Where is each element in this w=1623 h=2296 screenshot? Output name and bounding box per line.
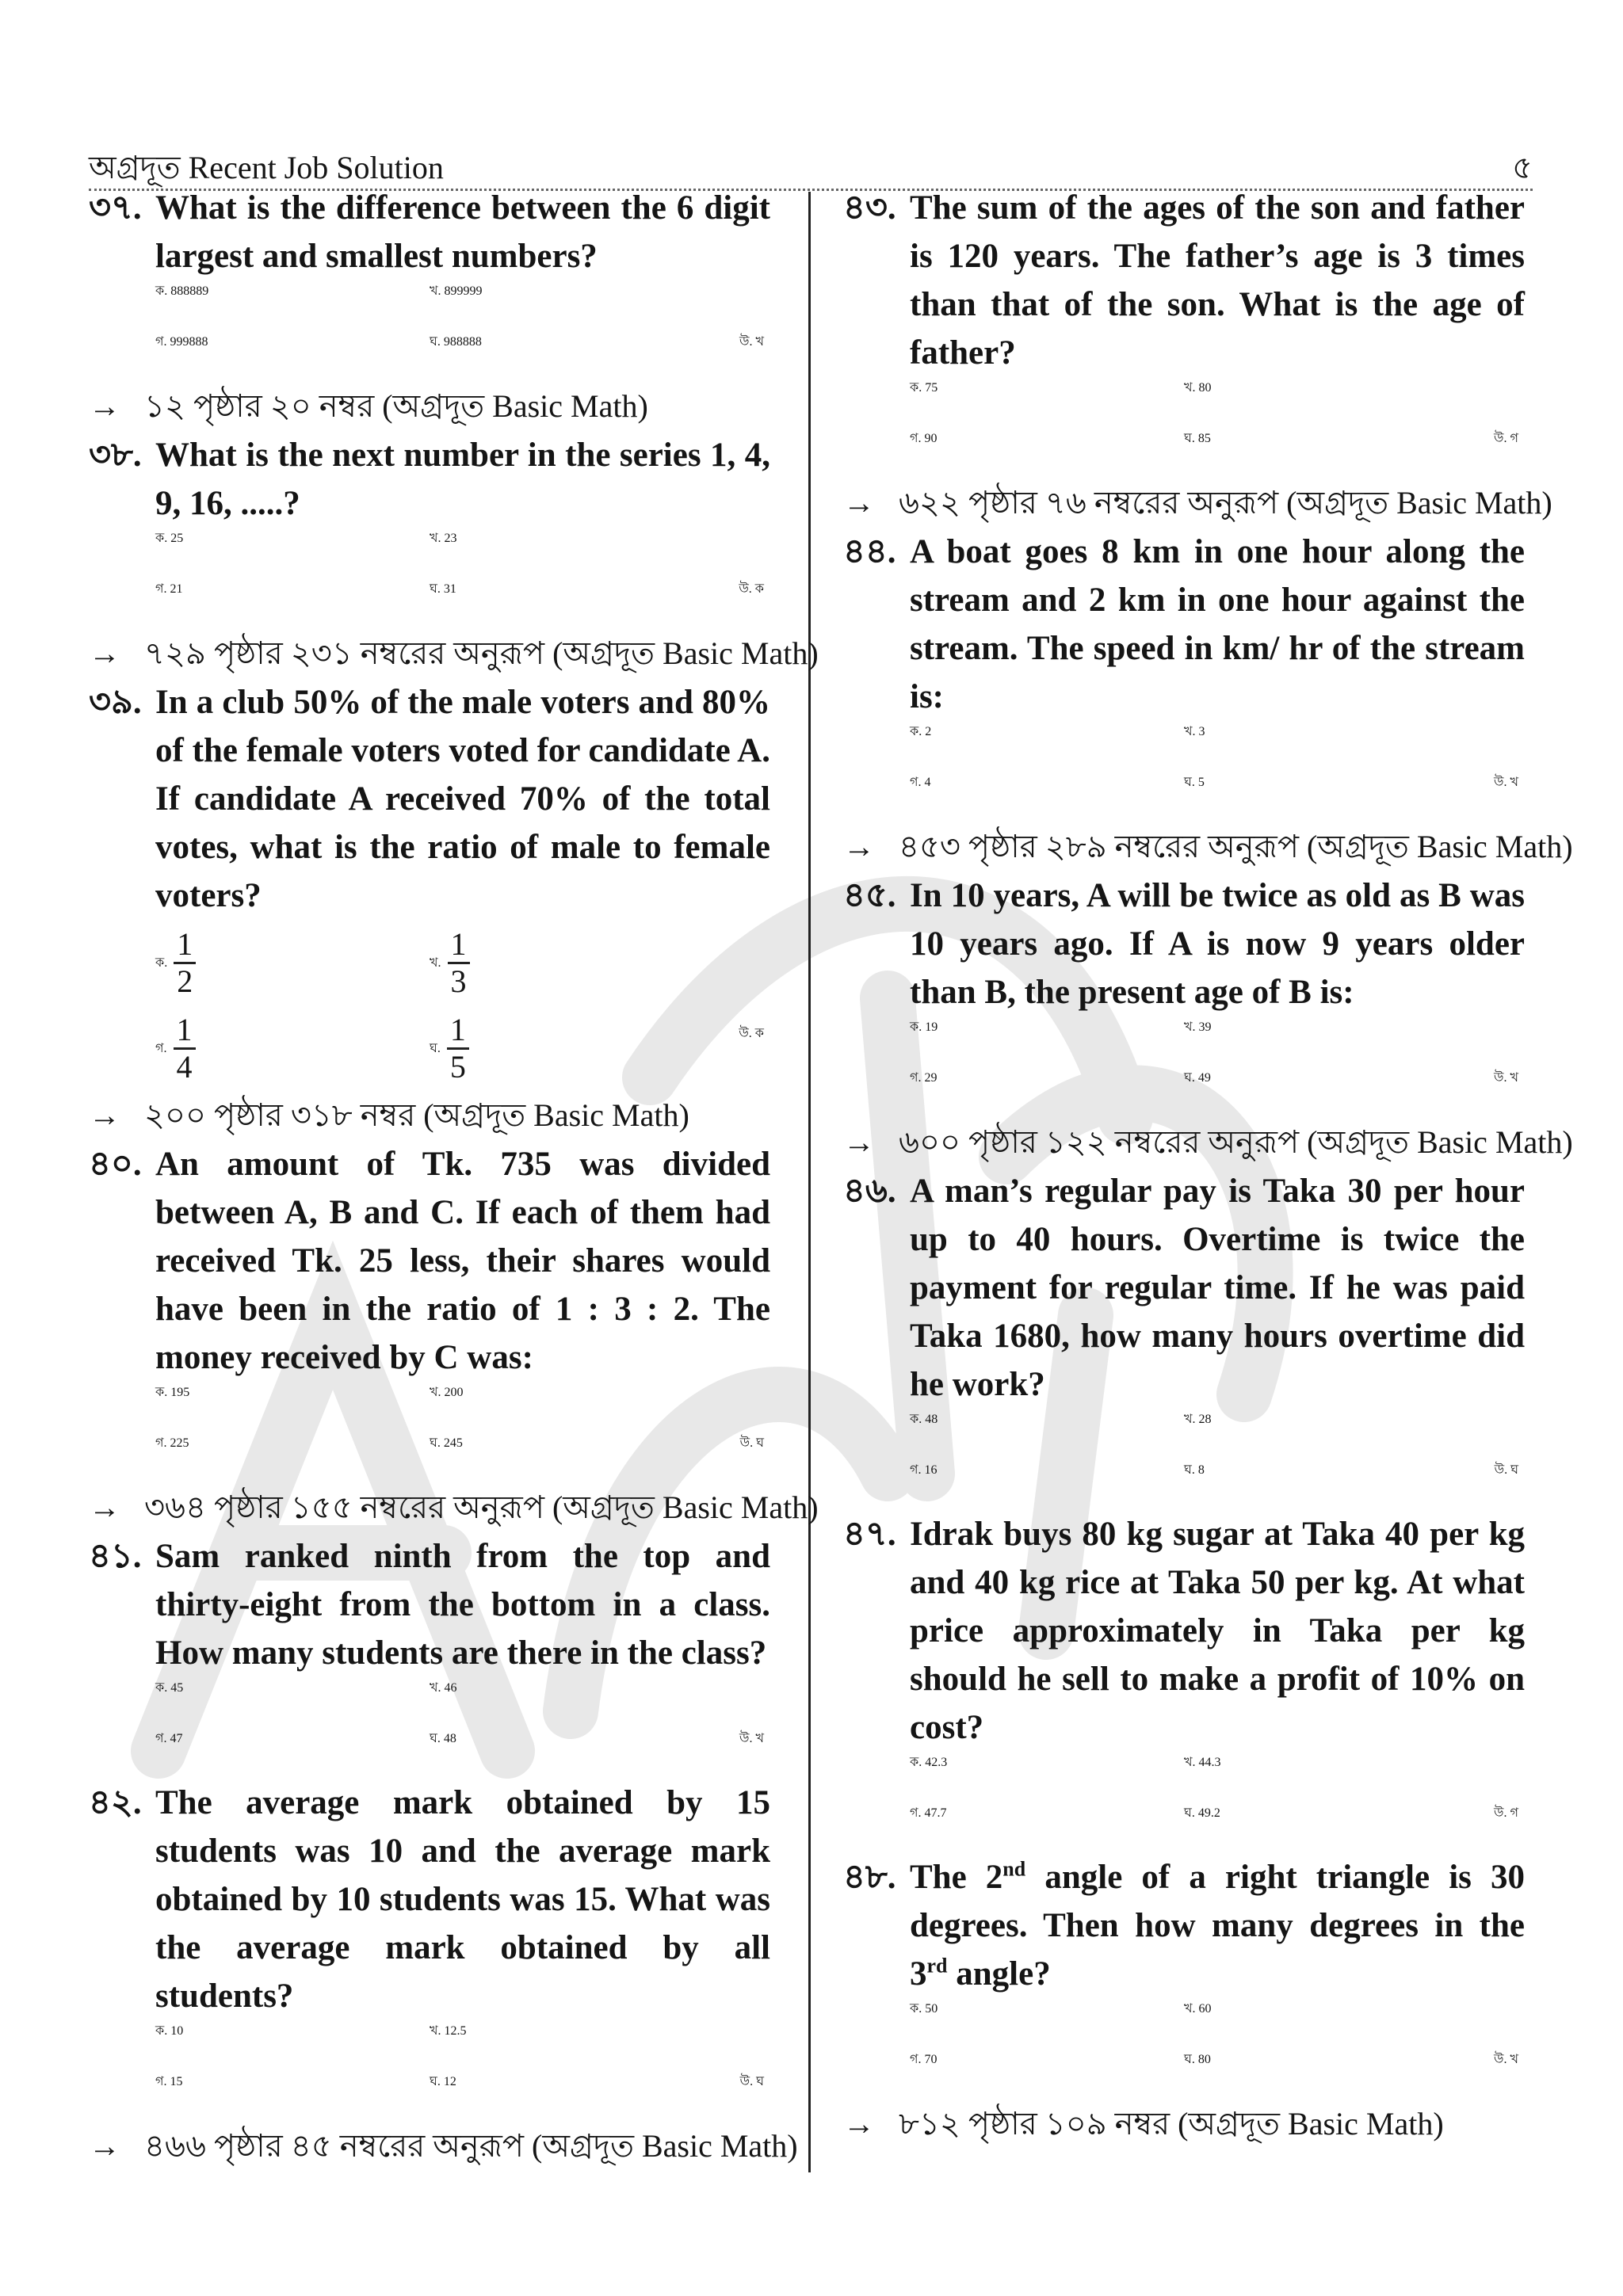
options-row bbox=[843, 1016, 1525, 1067]
question-line bbox=[843, 184, 1525, 377]
option bbox=[430, 920, 470, 1005]
fraction-numerator: 1 bbox=[174, 1013, 196, 1050]
reference-text: ৪৫৩ পৃষ্ঠার ২৮৯ নম্বরের অনুরূপ (অগ্রদূত Basic Math) bbox=[899, 829, 1573, 864]
book-reference bbox=[89, 629, 819, 678]
book-reference bbox=[89, 2122, 798, 2171]
book-reference bbox=[843, 1118, 1573, 1167]
option: ক. 195 bbox=[155, 1386, 190, 1399]
arrow-icon: → bbox=[89, 2128, 120, 2164]
options-row bbox=[843, 1998, 1525, 2049]
question-line bbox=[843, 1853, 1525, 1998]
question-line bbox=[843, 528, 1525, 721]
question-text: Sam ranked ninth from the top and thirty-eight from the bottom in a class. How many students are there in the class? bbox=[155, 1538, 770, 1672]
question-text: What is the next number in the series 1, 4, 9, 16, .....? bbox=[155, 437, 770, 522]
question-block bbox=[89, 678, 770, 1140]
arrow-icon: → bbox=[843, 2106, 875, 2142]
question-text: Idrak buys 80 kg sugar at Taka 40 per kg and 40 kg rice at Taka 50 per kg. At what price approximately in Taka per kg should he sell to make a profit of 10% on cost? bbox=[910, 1516, 1525, 1746]
option: ঘ. 245 bbox=[430, 1436, 463, 1450]
question-text: What is the difference between the 6 digit largest and smallest numbers? bbox=[155, 189, 770, 275]
option: ক. 45 bbox=[155, 1681, 184, 1695]
option: খ. 60 bbox=[1184, 2002, 1212, 2016]
options-row bbox=[89, 280, 770, 331]
option: ক. 2 bbox=[910, 725, 932, 738]
option: খ. 46 bbox=[430, 1681, 457, 1695]
option: ক. 10 bbox=[155, 2024, 184, 2038]
option: ঘ. 988888 bbox=[430, 335, 482, 349]
question-block bbox=[843, 1167, 1525, 1510]
question-block bbox=[89, 1532, 770, 1779]
question-text: The average mark obtained by 15 students was 10 and the average mark obtained by 10 students was 15. What was the average mark obtained by all students? bbox=[155, 1784, 770, 2015]
option: গ. 47.7 bbox=[910, 1806, 947, 1820]
answer: উ. খ bbox=[1494, 2053, 1518, 2066]
fraction-numerator: 1 bbox=[447, 1013, 469, 1050]
question-number: ৪২. bbox=[89, 1784, 142, 1821]
left-column bbox=[89, 184, 819, 2171]
arrow-icon: → bbox=[89, 388, 120, 424]
option: খ. 3 bbox=[1184, 725, 1205, 738]
option bbox=[155, 920, 196, 1005]
question-line bbox=[89, 1779, 770, 2020]
options-row bbox=[843, 2049, 1525, 2100]
question-block bbox=[843, 871, 1573, 1167]
question-line bbox=[843, 1167, 1525, 1409]
options-row bbox=[843, 1459, 1525, 1510]
question-number: ৩৭. bbox=[89, 189, 142, 227]
options-row bbox=[89, 1728, 770, 1779]
column-divider bbox=[808, 192, 811, 2172]
book-reference bbox=[89, 1091, 770, 1140]
option: ঘ. 80 bbox=[1184, 2053, 1211, 2066]
options-row bbox=[843, 377, 1525, 428]
reference-text: ২০০ পৃষ্ঠার ৩১৮ নম্বর (অগ্রদূত Basic Math) bbox=[144, 1097, 689, 1133]
option: খ. 23 bbox=[430, 532, 457, 545]
option: ক. 50 bbox=[910, 2002, 938, 2016]
answer: উ. খ bbox=[739, 335, 764, 349]
question-number: ৪৪. bbox=[843, 533, 896, 570]
option: ক. 19 bbox=[910, 1020, 938, 1034]
question-number: ৪৬. bbox=[843, 1173, 896, 1210]
question-text: A man’s regular pay is Taka 30 per hour up to 40 hours. Overtime is twice the payment for regular time. If he was paid Taka 1680, how many hours overtime did he work? bbox=[910, 1173, 1525, 1403]
question-line bbox=[89, 1140, 770, 1382]
arrow-icon: → bbox=[89, 1489, 120, 1525]
question-text: A boat goes 8 km in one hour along the stream and 2 km in one hour against the stream. The speed in km/ hr of the stream is: bbox=[910, 533, 1525, 715]
fraction-numerator: 1 bbox=[174, 927, 196, 964]
option: গ. 4 bbox=[910, 776, 931, 789]
option bbox=[430, 1005, 469, 1091]
options-row bbox=[89, 2071, 770, 2122]
question-block bbox=[89, 184, 770, 431]
option: খ. 200 bbox=[430, 1386, 464, 1399]
page-number: ৫ bbox=[1512, 150, 1533, 185]
fraction-denominator: 5 bbox=[449, 1048, 466, 1085]
options-row bbox=[89, 528, 770, 578]
option-label: ঘ. bbox=[430, 1041, 441, 1055]
option: ক. 25 bbox=[155, 532, 184, 545]
option: খ. 28 bbox=[1184, 1413, 1212, 1426]
option: গ. 29 bbox=[910, 1071, 938, 1085]
arrow-icon: → bbox=[89, 1097, 120, 1133]
question-block bbox=[89, 1779, 798, 2171]
question-text: An amount of Tk. 735 was divided between A, B and C. If each of them had received Tk. 25 less, their shares would have been in the ratio of 1 : 3 : 2. The money received by C was: bbox=[155, 1146, 770, 1376]
question-number: ৪৭. bbox=[843, 1516, 896, 1553]
answer: উ. ঘ bbox=[739, 2075, 764, 2088]
options-row bbox=[843, 428, 1525, 479]
option: ঘ. 85 bbox=[1184, 432, 1211, 445]
ordinal-suffix: rd bbox=[926, 1954, 948, 1978]
question-block bbox=[843, 528, 1573, 871]
fraction-denominator: 3 bbox=[450, 963, 467, 999]
answer: উ. খ bbox=[739, 1732, 764, 1745]
reference-text: ৬২২ পৃষ্ঠার ৭৬ নম্বরের অনুরূপ (অগ্রদূত Basic Math) bbox=[899, 485, 1552, 521]
answer: উ. গ bbox=[1494, 1806, 1518, 1820]
question-text: In 10 years, A will be twice as old as B was 10 years ago. If A is now 9 years older than B, the present age of B is: bbox=[910, 877, 1525, 1011]
option: গ. 90 bbox=[910, 432, 938, 445]
book-reference bbox=[843, 2100, 1525, 2149]
options-row bbox=[843, 1067, 1525, 1118]
option: খ. 80 bbox=[1184, 381, 1212, 395]
question-line bbox=[89, 1532, 770, 1677]
question-text: The 2nd angle of a right triangle is 30 degrees. Then how many degrees in the 3rd angle? bbox=[910, 1857, 1525, 1993]
question-number: ৪০. bbox=[89, 1146, 142, 1183]
fraction bbox=[174, 927, 196, 999]
option: খ. 44.3 bbox=[1184, 1756, 1221, 1769]
fraction-denominator: 4 bbox=[176, 1048, 193, 1085]
question-block bbox=[843, 1510, 1525, 1853]
right-column bbox=[843, 184, 1573, 2149]
answer: উ. গ bbox=[1494, 432, 1518, 445]
question-line bbox=[843, 871, 1525, 1016]
option: গ. 70 bbox=[910, 2053, 938, 2066]
options-row bbox=[843, 1802, 1525, 1853]
question-text: The sum of the ages of the son and father is 120 years. The father’s age is 3 times than that of the son. What is the age of father? bbox=[910, 189, 1525, 372]
option-label: গ. bbox=[155, 1041, 167, 1055]
options-row bbox=[843, 1409, 1525, 1459]
option: গ. 21 bbox=[155, 582, 183, 596]
option: ক. 75 bbox=[910, 381, 938, 395]
options-row bbox=[89, 1382, 770, 1432]
answer: উ. খ bbox=[1494, 776, 1518, 789]
question-block bbox=[843, 184, 1552, 528]
options-row bbox=[89, 1432, 770, 1483]
options-row bbox=[89, 331, 770, 382]
option-label: খ. bbox=[430, 955, 441, 970]
options-row bbox=[89, 1005, 770, 1091]
reference-text: ১২ পৃষ্ঠার ২০ নম্বর (অগ্রদূত Basic Math) bbox=[144, 388, 648, 424]
option: ঘ. 49.2 bbox=[1184, 1806, 1220, 1820]
question-number: ৩৮. bbox=[89, 437, 142, 474]
option: গ. 16 bbox=[910, 1463, 938, 1477]
option: গ. 47 bbox=[155, 1732, 183, 1745]
option: গ. 999888 bbox=[155, 335, 208, 349]
header-title: অগ্রদূত Recent Job Solution bbox=[89, 150, 444, 185]
book-reference bbox=[843, 479, 1552, 528]
book-reference bbox=[89, 382, 770, 431]
question-number: ৪৩. bbox=[843, 189, 896, 227]
answer: উ. ক bbox=[739, 582, 764, 596]
option: ঘ. 49 bbox=[1184, 1071, 1211, 1085]
book-reference bbox=[89, 1483, 819, 1532]
fraction-denominator: 2 bbox=[177, 963, 193, 999]
option bbox=[155, 1005, 196, 1091]
reference-text: ৮১২ পৃষ্ঠার ১০৯ নম্বর (অগ্রদূত Basic Math) bbox=[899, 2106, 1444, 2142]
options-row bbox=[843, 1752, 1525, 1802]
arrow-icon: → bbox=[843, 1124, 875, 1160]
question-block bbox=[89, 431, 819, 678]
question-block bbox=[89, 1140, 819, 1532]
fraction bbox=[174, 1013, 196, 1085]
options-row bbox=[89, 2020, 770, 2071]
options-row bbox=[843, 772, 1525, 822]
arrow-icon: → bbox=[843, 829, 875, 864]
question-number: ৪১. bbox=[89, 1538, 142, 1575]
option: ঘ. 31 bbox=[430, 582, 456, 596]
question-number: ৪৫. bbox=[843, 877, 896, 914]
reference-text: ৬০০ পৃষ্ঠার ১২২ নম্বরের অনুরূপ (অগ্রদূত Basic Math) bbox=[899, 1124, 1573, 1160]
option: ক. 888889 bbox=[155, 284, 209, 298]
question-line bbox=[843, 1510, 1525, 1752]
options-row bbox=[89, 578, 770, 629]
option: ঘ. 12 bbox=[430, 2075, 456, 2088]
option-label: ক. bbox=[155, 955, 168, 970]
question-number: ৩৯. bbox=[89, 684, 142, 721]
answer: উ. খ bbox=[1494, 1071, 1518, 1085]
option: ক. 48 bbox=[910, 1413, 938, 1426]
reference-text: ৭২৯ পৃষ্ঠার ২৩১ নম্বরের অনুরূপ (অগ্রদূত Basic Math) bbox=[144, 635, 819, 671]
option: গ. 225 bbox=[155, 1436, 189, 1450]
reference-text: ৪৬৬ পৃষ্ঠার ৪৫ নম্বরের অনুরূপ (অগ্রদূত Basic Math) bbox=[144, 2128, 798, 2164]
arrow-icon: → bbox=[843, 485, 875, 521]
option: খ. 12.5 bbox=[430, 2024, 467, 2038]
question-line bbox=[89, 678, 770, 920]
question-line bbox=[89, 184, 770, 280]
question-line bbox=[89, 431, 770, 528]
fraction-numerator: 1 bbox=[448, 927, 470, 964]
reference-text: ৩৬৪ পৃষ্ঠার ১৫৫ নম্বরের অনুরূপ (অগ্রদূত Basic Math) bbox=[144, 1489, 819, 1525]
option: ঘ. 8 bbox=[1184, 1463, 1205, 1477]
fraction bbox=[448, 927, 470, 999]
book-reference bbox=[843, 822, 1573, 871]
ordinal-suffix: nd bbox=[1002, 1857, 1026, 1881]
options-row bbox=[843, 721, 1525, 772]
question-block bbox=[843, 1853, 1525, 2149]
option: গ. 15 bbox=[155, 2075, 183, 2088]
question-text: In a club 50% of the male voters and 80% of the female voters voted for candidate A. If candidate A received 70% of the total votes, what is the ratio of male to female voters? bbox=[155, 684, 770, 914]
option: ঘ. 48 bbox=[430, 1732, 456, 1745]
fraction bbox=[447, 1013, 469, 1085]
answer: উ. ঘ bbox=[1494, 1463, 1518, 1477]
answer: উ. ক bbox=[739, 1027, 764, 1040]
options-row bbox=[89, 920, 770, 1005]
question-number: ৪৮. bbox=[843, 1859, 896, 1896]
answer: উ. ঘ bbox=[739, 1436, 764, 1450]
option: খ. 39 bbox=[1184, 1020, 1212, 1034]
options-row bbox=[89, 1677, 770, 1728]
option: ক. 42.3 bbox=[910, 1756, 948, 1769]
option: ঘ. 5 bbox=[1184, 776, 1205, 789]
option: খ. 899999 bbox=[430, 284, 483, 298]
arrow-icon: → bbox=[89, 635, 120, 671]
